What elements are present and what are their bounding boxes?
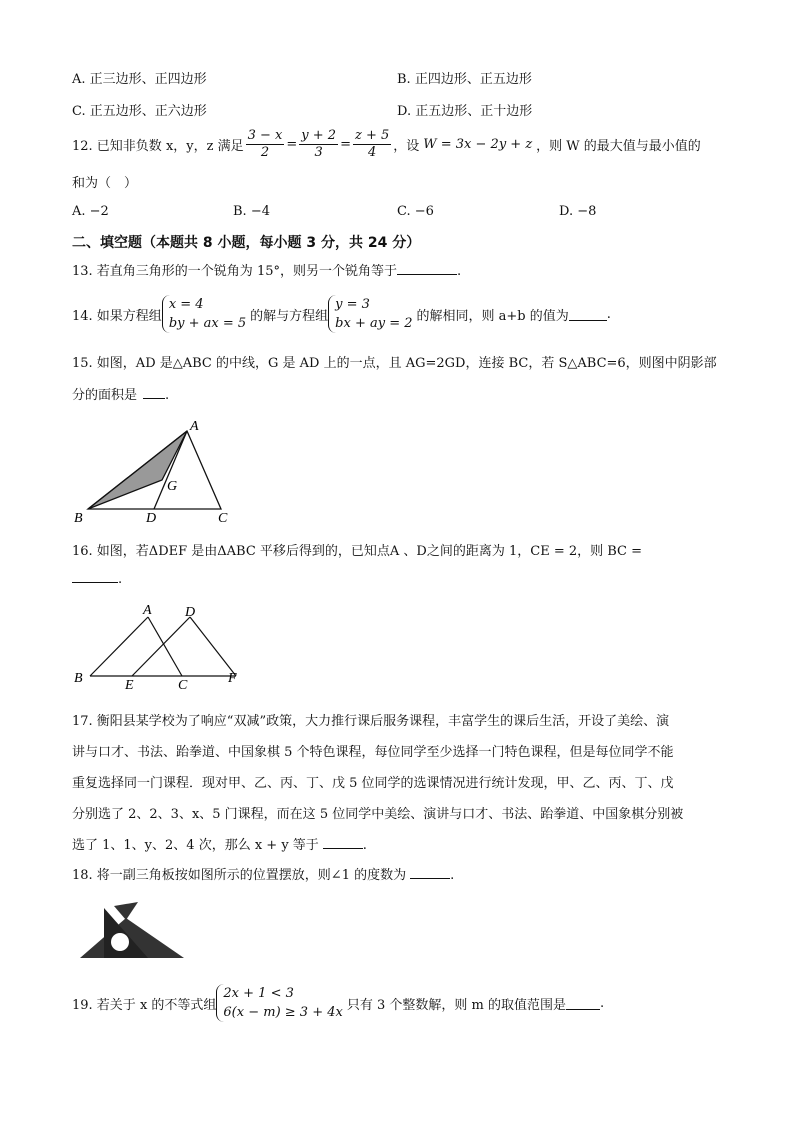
q12-option-d: D. −8 xyxy=(559,204,597,219)
q11-option-b: B. 正四边形、正五边形 xyxy=(397,72,532,87)
q16-label-a: A xyxy=(143,603,152,618)
q12-option-c: C. −6 xyxy=(397,204,434,219)
q17-line2: 讲与口才、书法、跆拳道、中国象棋 5 个特色课程，每位同学至少选择一门特色课程，但是每位同学不能 xyxy=(72,745,674,760)
q14-system-2: y = 3 bx + ay = 2 xyxy=(328,295,416,333)
q13-text: 13. 若直角三角形的一个锐角为 15°，则另一个锐角等于 xyxy=(72,264,397,279)
q14-suffix: 的解相同，则 a+b 的值为 xyxy=(416,308,569,324)
q12-fraction-3: $\frac{z + 5}{4}$ xyxy=(354,127,390,160)
q17-line1: 17. 衡阳县某学校为了响应“双减”政策，大力推行课后服务课程，丰富学生的课后生活，开设了美绘、演 xyxy=(72,714,670,729)
q13-answer-blank xyxy=(397,274,457,275)
q16-translation-figure xyxy=(70,600,250,690)
q11-option-a: A. 正三边形、正四边形 xyxy=(72,72,207,87)
q15-answer-blank xyxy=(143,398,165,399)
q18-hole xyxy=(111,933,129,951)
q16-label-b: B xyxy=(74,671,83,686)
q12-mid: ，设 xyxy=(393,138,420,154)
q19-suffix: 只有 3 个整数解，则 m 的取值范围是 xyxy=(346,997,566,1013)
q16-side-df xyxy=(190,617,236,676)
q12-option-b: B. −4 xyxy=(233,204,270,219)
q13-stem xyxy=(72,260,461,279)
q18-triangle-tip xyxy=(114,902,138,920)
section-heading: 二、填空题（本题共 8 小题，每小题 3 分，共 24 分） xyxy=(72,235,421,251)
q18-set-squares-figure xyxy=(76,900,188,960)
q14-end: . xyxy=(606,306,611,322)
q17-answer-blank xyxy=(323,848,363,849)
q12-fraction-2: $\frac{y + 2}{3}$ xyxy=(301,127,337,160)
q16-side-ac xyxy=(148,617,182,676)
q15-triangle-figure xyxy=(70,412,240,527)
q19-prefix: 19. 若关于 x 的不等式组 xyxy=(72,997,217,1013)
q12-suffix: ，则 W 的最大值与最小值的 xyxy=(536,138,701,154)
q15-label-g: G xyxy=(167,479,178,494)
q14-mid: 的解与方程组 xyxy=(250,308,329,324)
q12-line2: 和为（ ） xyxy=(72,176,138,191)
q16-side-ab xyxy=(90,617,148,676)
q18-angle-label: 1 xyxy=(112,906,117,917)
q12-stem: 12. 已知非负数 x，y，z 满足 $\frac{3 - x}{2}$ = $\frac{y + 2}{3}$ = $\frac{z + 5}{4}$ ，设 W = 3x − 2y + z ，则 W 的最大值与最小值的 xyxy=(72,127,701,160)
q16-label-f: F xyxy=(228,671,237,686)
q12-fraction-1: $\frac{3 - x}{2}$ xyxy=(247,127,283,160)
q15-line2: 分的面积是 . xyxy=(72,388,170,403)
q14-answer-blank xyxy=(569,308,607,321)
q16-label-c: C xyxy=(178,678,188,690)
q15-label-c: C xyxy=(218,511,228,526)
q18-answer-blank xyxy=(410,878,450,879)
q15-label-b: B xyxy=(74,511,83,526)
q14-prefix: 14. 如果方程组 xyxy=(72,308,162,324)
q17-line4: 分别选了 2、2、3、x、5 门课程，而在这 5 位同学中美绘、演讲与口才、书法、跆拳道、中国象棋分别被 xyxy=(72,807,684,822)
q14-system-1: x = 4 by + ax = 5 xyxy=(162,295,250,333)
q16-line2: . xyxy=(72,572,122,587)
q12-prefix: 12. 已知非负数 x，y，z 满足 xyxy=(72,138,244,154)
q19-stem xyxy=(72,980,604,1026)
q15-label-a: A xyxy=(190,419,199,434)
q15-label-d: D xyxy=(146,511,157,526)
q16-answer-blank xyxy=(72,582,118,583)
q11-option-c: C. 正五边形、正六边形 xyxy=(72,104,207,119)
q19-end: . xyxy=(599,995,605,1011)
q15-line1: 15. 如图，AD 是△ABC 的中线，G 是 AD 上的一点，且 AG=2GD，连接 BC，若 S△ABC=6，则图中阴影部 xyxy=(72,356,717,371)
q17-line3: 重复选择同一门课程．现对甲、乙、丙、丁、戊 5 位同学的选课情况进行统计发现，甲、乙、丙、丁、戊 xyxy=(72,776,674,791)
q16-label-d: D xyxy=(185,605,196,620)
q17-line5: 选了 1、1、y、2、4 次，那么 x + y 等于 . xyxy=(72,838,367,853)
q12-option-a: A. −2 xyxy=(72,204,109,219)
q19-inequality-system: 2x + 1 < 3 6(x − m) ≥ 3 + 4x xyxy=(216,984,346,1022)
q11-option-d: D. 正五边形、正十边形 xyxy=(397,104,533,119)
q16-label-e: E xyxy=(125,678,134,690)
q13-end: . xyxy=(456,264,462,279)
q18-stem: 18. 将一副三角板按如图所示的位置摆放，则∠1 的度数为 . xyxy=(72,868,455,883)
q16-side-de xyxy=(132,617,190,676)
q14-stem xyxy=(72,292,611,336)
q12-formula: W = 3x − 2y + z xyxy=(423,136,533,152)
q19-answer-blank xyxy=(566,997,600,1010)
q16-line1: 16. 如图，若ΔDEF 是由ΔABC 平移后得到的，已知点A 、D之间的距离为 1，CE = 2，则 BC = xyxy=(72,544,643,559)
